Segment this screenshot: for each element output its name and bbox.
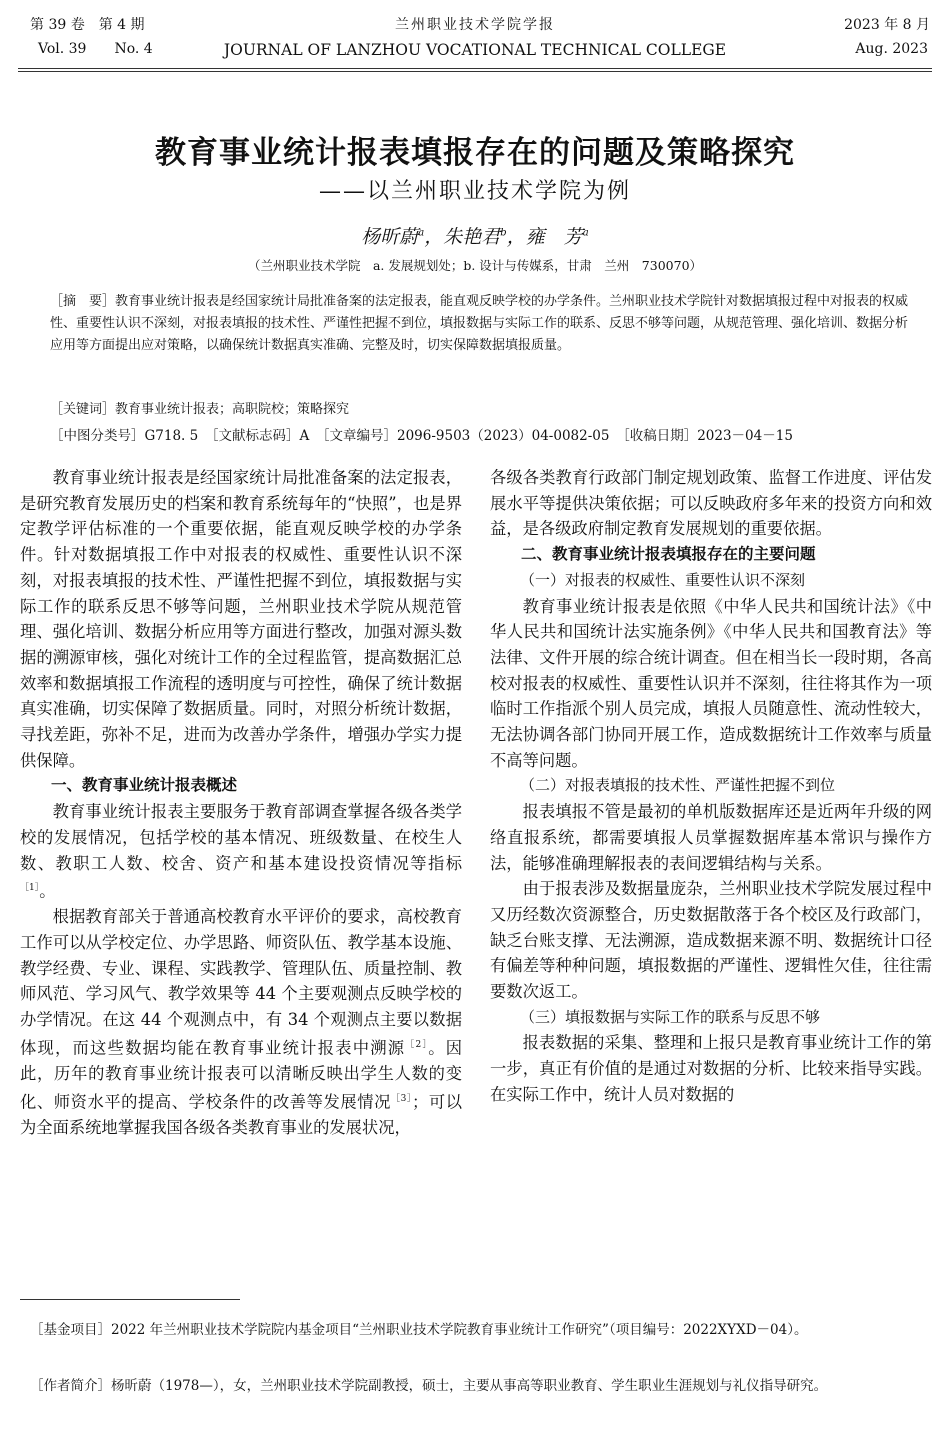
issue-date-cn: 2023 年 8 月 bbox=[844, 17, 930, 33]
paragraph: 教育事业统计报表是依照《中华人民共和国统计法》《中华人民共和国统计法实施条例》《中华人民共和国教育法》等法律、文件开展的综合统计调查。但在相当长一段时期，各高校对报表的权威性、重要性认识并不深刻，往往将其作为一项临时工作指派个别人员完成，填报人员随意性、流动性较大，无法协调各部门协同开展工作，造成数据统计工作效率与质量不高等问题。 bbox=[490, 596, 932, 770]
article-meta bbox=[50, 425, 910, 447]
affiliation: （兰州职业技术学院 a. 发展规划处；b. 设计与传媒系，甘肃 兰州 730070） bbox=[247, 258, 703, 273]
footnote-rule bbox=[20, 1299, 240, 1300]
journal-name-cn: 兰州职业技术学院学报 bbox=[395, 17, 555, 33]
author-name: 杨昕蔚 bbox=[361, 226, 419, 248]
paragraph: 教育事业统计报表是经国家统计局批准备案的法定报表，是研究教育发展历史的档案和教育系统每年的“快照”，也是界定教学评估标准的一个重要依据，能直观反映学校的办学条件。针对数据填报工作中对报表的权威性、重要性认识不深刻，对报表填报的技术性、严谨性把握不到位，填报数据与实际工作的联系反思不够等问题，兰州职业技术学院从规范管理、强化培训、数据分析应用等方面进行整改，加强对源头数据的溯源审核，强化对统计工作的全过程监管，提高数据汇总效率和数据填报工作流程的透明度与可控性，确保了统计数据真实准确，切实保障了数据质量。同时，对照分析统计数据，寻找差距，弥补不足，进而为改善办学条件，增强办学实力提供保障。 bbox=[20, 468, 462, 770]
funding-label: ［基金项目］ bbox=[30, 1322, 111, 1338]
keywords-label: ［关键词］ bbox=[50, 402, 116, 417]
body-column-left bbox=[20, 465, 462, 1141]
abstract-label: ［摘 要］ bbox=[50, 294, 116, 309]
subsection-heading: （三）填报数据与实际工作的联系与反思不够 bbox=[520, 1007, 821, 1026]
header-rule-top bbox=[18, 68, 932, 69]
citation: ［3］ bbox=[391, 1093, 412, 1104]
article-subtitle: ——以兰州职业技术学院为例 bbox=[318, 179, 631, 204]
article-number-value: 2096-9503（2023）04-0082-05 bbox=[396, 428, 610, 444]
citation: ［2］ bbox=[405, 1039, 429, 1050]
doc-code-label: ［文献标志码］ bbox=[211, 428, 300, 444]
author-affiliation-mark: a bbox=[418, 227, 425, 239]
received-date-label: ［收稿日期］ bbox=[622, 428, 698, 444]
clc-value: G718. 5 bbox=[144, 428, 199, 444]
volume-issue-en: Vol. 39 No. 4 bbox=[38, 41, 153, 57]
section-heading: 一、教育事业统计报表概述 bbox=[51, 776, 238, 795]
received-date-value: 2023－04－15 bbox=[697, 428, 793, 444]
subsection-heading: （二）对报表填报的技术性、严谨性把握不到位 bbox=[520, 776, 836, 795]
author-name: 朱艳君 bbox=[443, 226, 501, 248]
paragraph: 报表数据的采集、整理和上报只是教育事业统计工作的第一步，真正有价值的是通过对数据的分析、比较来指导实践。在实际工作中，统计人员对数据的 bbox=[490, 1033, 932, 1104]
doc-code-value: A bbox=[299, 428, 310, 444]
citation: ［1］ bbox=[20, 883, 40, 894]
journal-name-en: JOURNAL OF LANZHOU VOCATIONAL TECHNICAL COLLEGE bbox=[223, 41, 727, 59]
abstract bbox=[50, 291, 910, 357]
volume-issue-cn: 第 39 卷 第 4 期 bbox=[30, 17, 145, 33]
author-bio-text: 杨昕蔚（1978—），女，兰州职业技术学院副教授，硕士，主要从事高等职业教育、学生职业生涯规划与礼仪指导研究。 bbox=[111, 1378, 828, 1394]
header-rule-bottom bbox=[18, 71, 932, 72]
paragraph-continued: 各级各类教育行政部门制定规划政策、监督工作进度、评估发展水平等提供决策依据；可以反映政府多年来的投资方向和效益，是各级政府制定教育发展规划的重要依据。 bbox=[490, 468, 932, 539]
subsection-heading: （一）对报表的权威性、重要性认识不深刻 bbox=[520, 570, 806, 589]
paragraph: 根据教育部关于普通高校教育水平评价的要求，高校教育工作可以从学校定位、办学思路、师资队伍、教学基本设施、教学经费、专业、课程、实践教学、管理队伍、质量控制、教师风范、学习风气、教学效果等 44 个主要观测点反映学校的办学情况。在这 44 个观测点中，有 34 个观测点主要以数据体现，而这些数据均能在教育事业统计报表中溯源$^{[2]}$。因此，历年的教育事业统计报表可以清晰反映出学生人数的变化、师资水平的提高、学校条件的改善等发展情况$^{[3]}$；可以为全面系统地掌握我国各级各类教育事业的发展状况， bbox=[20, 907, 462, 1137]
funding-note bbox=[30, 1319, 930, 1341]
paragraph: 由于报表涉及数据量庞杂，兰州职业技术学院发展过程中又历经数次资源整合，历史数据散落于各个校区及行政部门，缺乏台账支撑、无法溯源，造成数据来源不明、数据统计口径有偏差等种种问题，填报数据的严谨性、逻辑性欠佳，往往需要数次返工。 bbox=[490, 879, 932, 1002]
body-column-right bbox=[490, 465, 932, 1108]
paragraph: 报表填报不管是最初的单机版数据库还是近两年升级的网络直报系统，都需要填报人员掌握数据库基本常识与操作方法，能够准确理解报表的表间逻辑结构与关系。 bbox=[490, 802, 932, 873]
section-heading: 二、教育事业统计报表填报存在的主要问题 bbox=[521, 545, 816, 564]
author-name: 雍 芳 bbox=[525, 226, 583, 248]
author-affiliation-mark: b bbox=[500, 227, 507, 239]
author-list: 杨昕蔚$^a$，朱艳君$^b$，雍 芳$^a$ bbox=[361, 226, 589, 248]
author-bio-label: ［作者简介］ bbox=[30, 1378, 111, 1394]
abstract-text: 教育事业统计报表是经国家统计局批准备案的法定报表，能直观反映学校的办学条件。兰州职业技术学院针对数据填报过程中对报表的权威性、重要性认识不深刻，对报表填报的技术性、严谨性把握不到位，填报数据与实际工作的联系、反思不够等问题，从规范管理、强化培训、数据分析应用等方面提出应对策略，以确保统计数据真实准确、完整及时，切实保障数据填报质量。 bbox=[50, 294, 909, 353]
author-affiliation-mark: a bbox=[582, 227, 589, 239]
keywords bbox=[50, 399, 910, 421]
keywords-text: 教育事业统计报表；高职院校；策略探究 bbox=[115, 402, 350, 417]
clc-label: ［中图分类号］ bbox=[50, 428, 145, 444]
article-title: 教育事业统计报表填报存在的问题及策略探究 bbox=[155, 135, 795, 171]
author-bio-note bbox=[30, 1375, 930, 1397]
issue-date-en: Aug. 2023 bbox=[855, 41, 928, 57]
funding-text: 2022 年兰州职业技术学院院内基金项目“兰州职业技术学院教育事业统计工作研究”（项目编号：2022XYXD－04）。 bbox=[111, 1322, 808, 1338]
article-number-label: ［文章编号］ bbox=[322, 428, 397, 444]
paragraph: 教育事业统计报表主要服务于教育部调查掌握各级各类学校的发展情况，包括学校的基本情况、班级数量、在校生人数、教职工人数、校舍、资产和基本建设投资情况等指标$^{[1]}$。 bbox=[20, 802, 462, 901]
